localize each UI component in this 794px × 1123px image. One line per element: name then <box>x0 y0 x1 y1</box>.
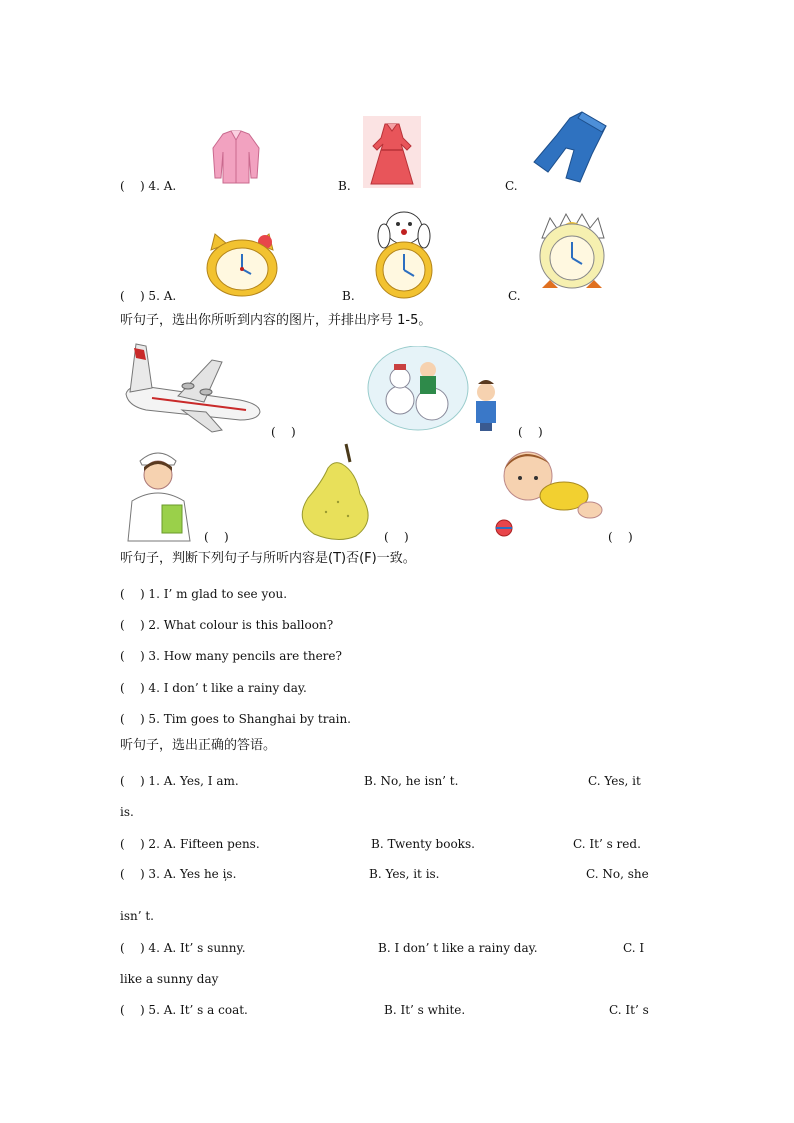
s4-q1-option-a: ( ) 1. A. Yes, I am. <box>120 774 239 788</box>
cat-clock-image <box>203 232 281 298</box>
q4-option-c: C. <box>505 179 518 193</box>
s4-q2-option-a: ( ) 2. A. Fifteen pens. <box>120 837 260 851</box>
s4-q5-option-c: C. It’ s <box>609 1003 649 1017</box>
pear-image <box>298 442 378 542</box>
s4-q1-continuation: is. <box>120 805 134 819</box>
section4-title: 听句子，选出正确的答语。 <box>120 738 277 753</box>
s4-q4-option-b: B. I don’ t like a rainy day. <box>378 941 538 955</box>
airplane-paren: ( ) <box>271 425 296 439</box>
s4-q3-comma-mark: ’ <box>224 878 228 889</box>
section3-title: 听句子，判断下列句子与所听内容是(T)否(F)一致。 <box>120 551 416 566</box>
q5-number: ( ) 5. A. <box>120 289 177 303</box>
q4-number: ( ) 4. A. <box>120 179 177 193</box>
s4-q5-option-a: ( ) 5. A. It’ s a coat. <box>120 1003 248 1017</box>
s4-q2-option-b: B. Twenty books. <box>371 837 475 851</box>
nurse-image <box>122 443 196 543</box>
s4-q4-option-a: ( ) 4. A. It’ s sunny. <box>120 941 246 955</box>
baby-paren: ( ) <box>608 530 633 544</box>
pear-paren: ( ) <box>384 530 409 544</box>
dog-clock-image <box>372 210 436 300</box>
section3-item-2: ( ) 2. What colour is this balloon? <box>120 618 334 632</box>
chick-clock-image <box>536 208 608 294</box>
s4-q1-option-c: C. Yes, it <box>588 774 641 788</box>
s4-q3-continuation: isn’ t. <box>120 909 154 923</box>
section2-title: 听句子，选出你所听到内容的图片，并排出序号 1-5。 <box>120 313 432 328</box>
s4-q5-option-b: B. It’ s white. <box>384 1003 466 1017</box>
section3-item-1: ( ) 1. I’ m glad to see you. <box>120 587 288 601</box>
snowman-paren: ( ) <box>518 425 543 439</box>
q5-option-b: B. <box>342 289 355 303</box>
s4-q3-option-b: B. Yes, it is. <box>369 867 440 881</box>
baby-image <box>492 446 604 538</box>
s4-q3-option-a: ( ) 3. A. Yes he is. <box>120 867 237 881</box>
q4-option-b: B. <box>338 179 351 193</box>
jeans-image <box>530 108 610 188</box>
s4-q4-option-c: C. I <box>623 941 645 955</box>
dress-image <box>363 116 421 188</box>
s4-q2-option-c: C. It’ s red. <box>573 837 641 851</box>
section3-item-3: ( ) 3. How many pencils are there? <box>120 649 342 663</box>
section3-item-4: ( ) 4. I don’ t like a rainy day. <box>120 681 307 695</box>
s4-q3-option-c: C. No, she <box>586 867 649 881</box>
airplane-image <box>122 340 264 434</box>
nurse-paren: ( ) <box>204 530 229 544</box>
s4-q1-option-b: B. No, he isn’ t. <box>364 774 459 788</box>
shirt-image <box>207 128 265 186</box>
q5-option-c: C. <box>508 289 521 303</box>
section3-item-5: ( ) 5. Tim goes to Shanghai by train. <box>120 712 351 726</box>
s4-q4-continuation: like a sunny day <box>120 972 219 986</box>
snowman-image <box>366 346 512 434</box>
